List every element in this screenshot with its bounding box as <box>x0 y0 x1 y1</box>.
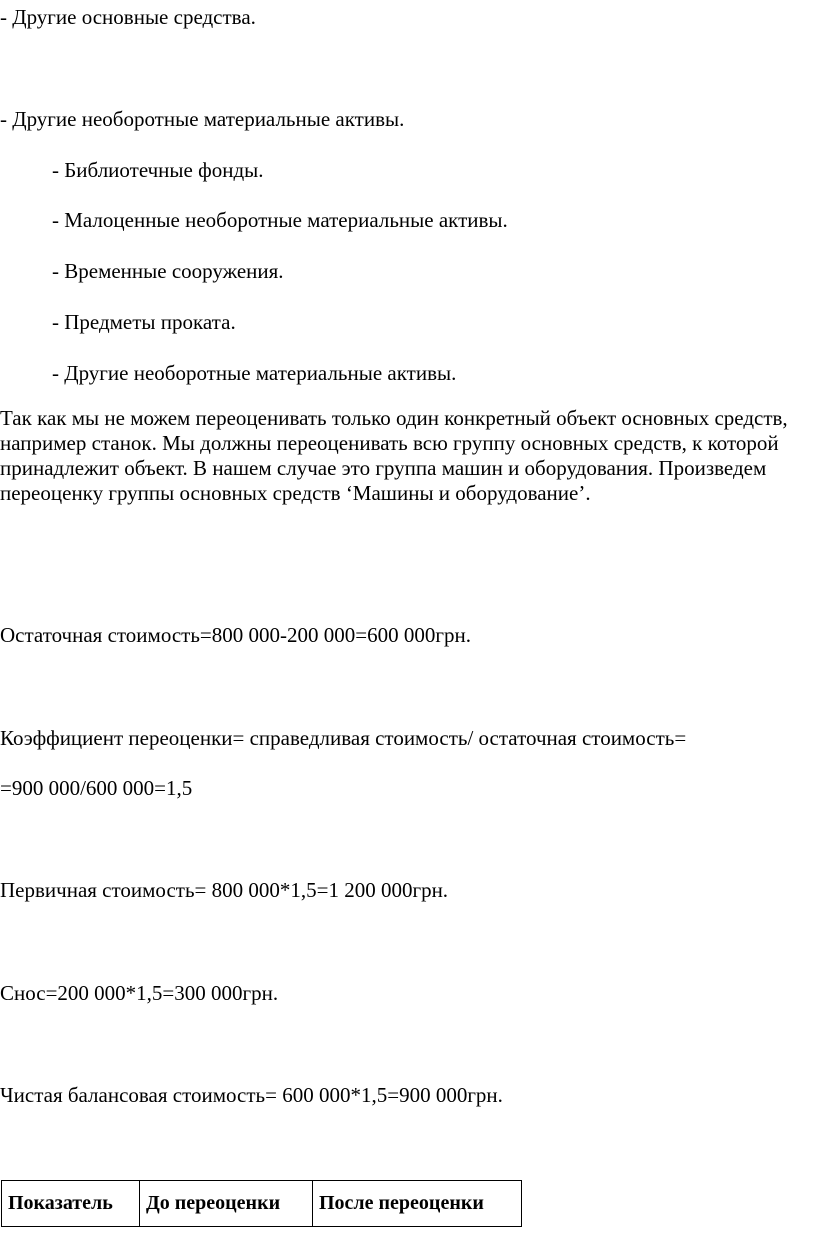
list-item-other-fixed-assets: - Другие основные средства. <box>0 5 256 29</box>
table-header-after: После переоценки <box>313 1181 522 1227</box>
revaluation-coefficient-formula: Коэффициент переоценки= справедливая стоимость/ остаточная стоимость= <box>0 726 687 750</box>
sublist-item-low-value-assets: - Малоценные необоротные материальные активы. <box>52 208 508 232</box>
table-header-row <box>2 1181 522 1227</box>
sublist-item-rental-items: - Предметы проката. <box>52 310 236 334</box>
table-header-before: До переоценки <box>140 1181 313 1227</box>
revaluation-coefficient-value: =900 000/600 000=1,5 <box>0 776 193 800</box>
depreciation-formula: Снос=200 000*1,5=300 000грн. <box>0 981 279 1005</box>
revaluation-table <box>1 1180 522 1227</box>
sublist-item-temporary-structures: - Временные сооружения. <box>52 259 284 283</box>
list-item-other-intangible-assets: - Другие необоротные материальные активы. <box>0 107 405 131</box>
net-book-value-formula: Чистая балансовая стоимость= 600 000*1,5=900 000грн. <box>0 1083 503 1107</box>
explanation-paragraph: Так как мы не можем переоценивать только один конкретный объект основных средств, например станок. Мы должны переоценивать всю группу основных средств, к которой принадлежит объект. В нашем случае это группа машин и оборудования. Произведем переоценку группы основных средств ‘Машины и оборудование’. <box>0 406 788 505</box>
initial-cost-formula: Первичная стоимость= 800 000*1,5=1 200 000грн. <box>0 878 449 902</box>
sublist-item-library-funds: - Библиотечные фонды. <box>52 158 264 182</box>
sublist-item-other-intangible: - Другие необоротные материальные активы. <box>52 361 457 385</box>
residual-value-formula: Остаточная стоимость=800 000-200 000=600 000грн. <box>0 623 471 647</box>
table-header-indicator: Показатель <box>2 1181 140 1227</box>
